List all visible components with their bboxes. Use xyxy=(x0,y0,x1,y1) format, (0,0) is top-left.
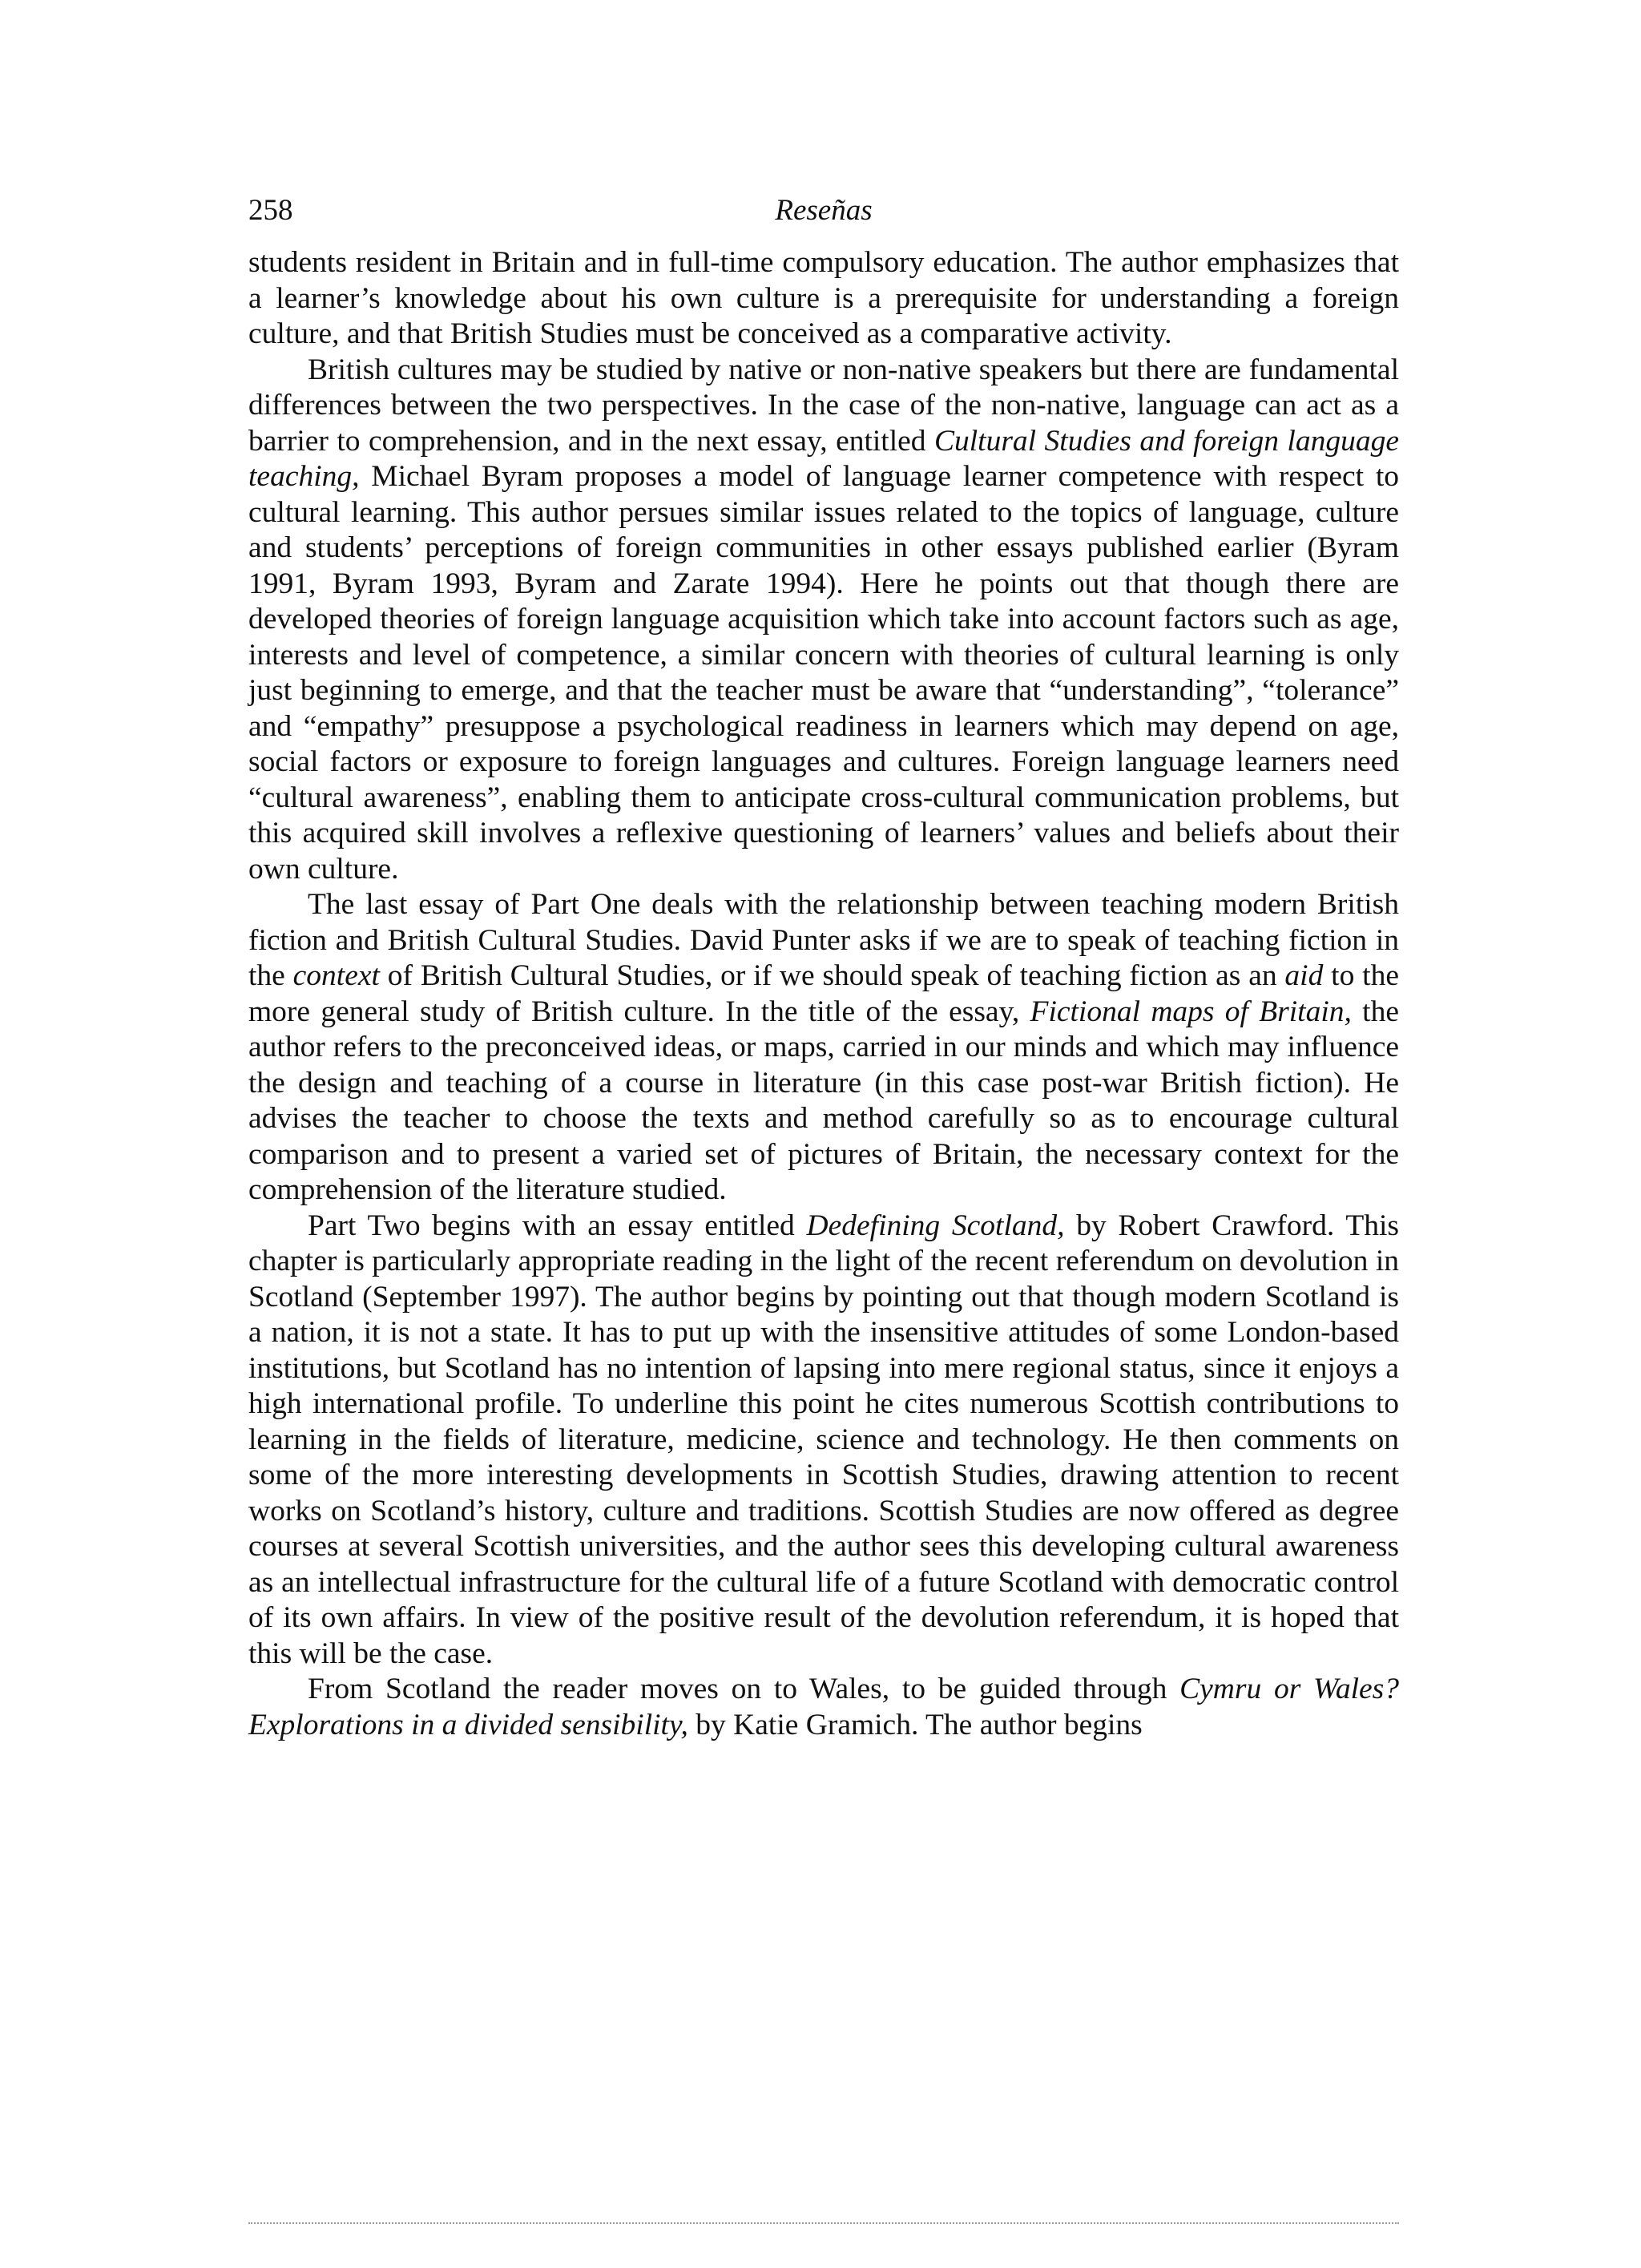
paragraph-4 xyxy=(248,1209,1399,1673)
text-run: to the more general study of British culture. In the title of the essay, xyxy=(248,959,1399,1028)
text-run: the author refers to the preconceived ideas, or maps, carried in our minds and which may influence the design and teaching of a course in literature (in this case post-war British fiction). He advises the teacher to choose the texts and method carefully so as to encourage cultural comparison and to present a varied set of pictures of Britain, the necessary context for the comprehension of the literature studied. xyxy=(248,995,1399,1206)
book-page xyxy=(248,189,1399,1743)
text-run: From Scotland the reader moves on to Wales, to be guided through xyxy=(308,1673,1180,1705)
italic-title-text: Dedefining Scotland, xyxy=(806,1209,1065,1242)
text-run: British cultures may be studied by native or non-native speakers but there are fundamental differences between the two perspectives. In the case of the non-native, language can act as a barrier to comprehension, and in the next essay, entitled xyxy=(248,353,1399,458)
text-run: Michael Byram proposes a model of language learner competence with respect to cultural learning. This author persues similar issues related to the topics of language, culture and students’ perceptions of foreign communities in other essays published earlier (Byram 1991, Byram 1993, Byram and Zarate 1994). Here he points out that though there are developed theories of foreign language acquisition which take into account factors such as age, interests and level of competence, a similar concern with theories of cultural learning is only just beginning to emerge, and that the teacher must be aware that “understanding”, “tolerance” and “empathy” presuppose a psychological readiness in learners which may depend on age, social factors or exposure to foreign languages and cultures. Foreign language learners need “cultural awareness”, enabling them to anticipate cross-cultural communication problems, but this acquired skill involves a reflexive questioning of learners’ values and beliefs about their own culture. xyxy=(248,460,1399,886)
text-run: by Robert Crawford. This chapter is particularly appropriate reading in the light of the recent referendum on devolution in Scotland (September 1997). The author begins by pointing out that though modern Scotland is a nation, it is not a state. It has to put up with the insensitive attitudes of some London-based institutions, but Scotland has no intention of lapsing into mere regional status, since it enjoys a high international profile. To underline this point he cites numerous Scottish contributions to learning in the fields of literature, medicine, science and technology. He then comments on some of the more interesting developments in Scottish Studies, drawing attention to recent works on Scotland’s history, culture and traditions. Scottish Studies are now offered as degree courses at several Scottish universities, and the author sees this developing cultural awareness as an intellectual infrastructure for the cultural life of a future Scotland with democratic control of its own affairs. In view of the positive result of the devolution referendum, it is hoped that this will be the case. xyxy=(248,1209,1399,1670)
italic-title-text: context xyxy=(292,959,380,992)
running-head xyxy=(248,189,1399,232)
text-run: of British Cultural Studies, or if we should speak of teaching fiction as an xyxy=(379,959,1285,992)
paragraph-5 xyxy=(248,1672,1399,1743)
italic-title-text: Fictional maps of Britain, xyxy=(1030,995,1352,1028)
page-number: 258 xyxy=(248,194,293,227)
paragraph-3 xyxy=(248,887,1399,1209)
italic-title-text: aid xyxy=(1284,959,1324,992)
text-run: by Katie Gramich. The author begins xyxy=(687,1708,1143,1741)
body-text xyxy=(248,245,1399,1743)
paragraph-1 xyxy=(248,245,1399,353)
journal-title: Reseñas xyxy=(775,194,873,227)
text-run: Part Two begins with an essay entitled xyxy=(308,1209,807,1242)
scan-edge-artifact xyxy=(248,2222,1399,2224)
italic-title-text: Cymru or Wales? Explorations in a divided sensibility, xyxy=(248,1673,1399,1741)
italic-title-text: Cultural Studies and foreign language teaching, xyxy=(248,424,1399,493)
paragraph-2 xyxy=(248,353,1399,888)
text-run: students resident in Britain and in full-time compulsory education. The author emphasizes that a learner’s knowledge about his own culture is a prerequisite for understanding a foreign culture, and that British Studies must be conceived as a comparative activity. xyxy=(248,246,1399,350)
text-run: The last essay of Part One deals with the relationship between teaching modern British fiction and British Cultural Studies. David Punter asks if we are to speak of teaching fiction in the xyxy=(248,888,1399,992)
